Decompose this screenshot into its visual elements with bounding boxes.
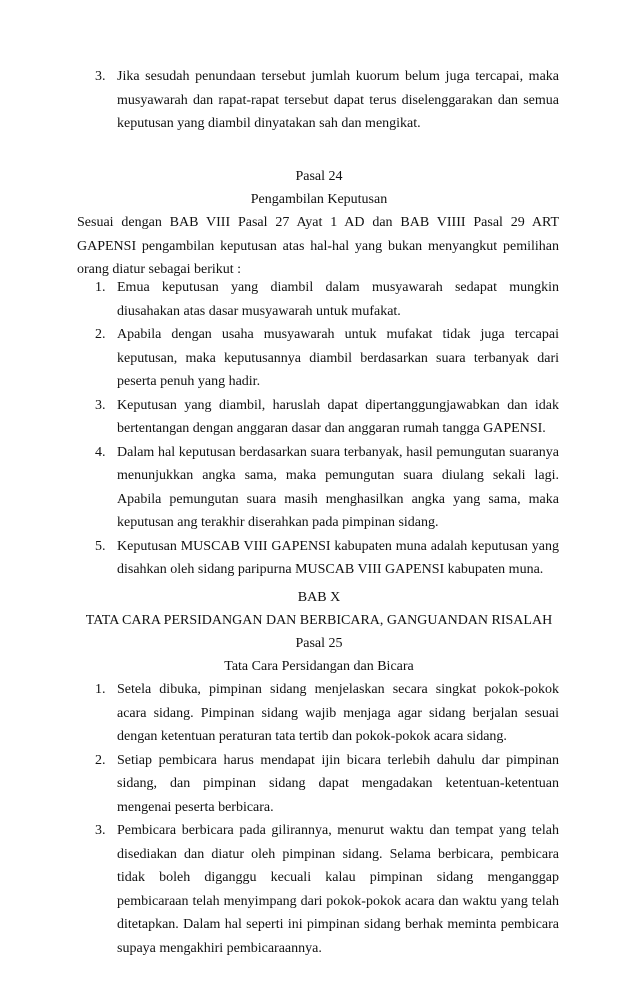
list-item — [0, 535, 638, 582]
list-item-number: 4. — [95, 444, 106, 460]
list-item-number: 5. — [95, 538, 106, 554]
list-item-text: Apabila dengan usaha musyawarah untuk mufakat tidak juga tercapai keputusan, maka keputusannya diambil berdasarkan suara terbanyak dari peserta penuh yang hadir. — [117, 327, 559, 389]
pasal-24-heading: Pasal 24 — [295, 169, 343, 184]
bab-x-heading: BAB X — [297, 590, 341, 605]
list-item-text: Setiap pembicara harus mendapat ijin bicara terlebih dahulu dar pimpinan sidang, dan pimpinan sidang dapat mengadakan ketentuan-ketentuan mengenai peserta berbicara. — [117, 752, 559, 815]
list-item — [0, 678, 638, 749]
pasal-25-heading: Pasal 25 — [295, 636, 343, 651]
continued-list — [0, 65, 638, 136]
pasal-25-subheading: Tata Cara Persidangan dan Bicara — [224, 659, 414, 674]
list-item-number: 3. — [95, 823, 106, 838]
list-item-text: Keputusan MUSCAB VIII GAPENSI kabupaten muna adalah keputusan yang disahkan oleh sidang paripurna MUSCAB VIII GAPENSI kabupaten muna. — [117, 538, 559, 577]
list-item-text: Pembicara berbicara pada gilirannya, menurut waktu dan tempat yang telah disediakan dan diatur oleh pimpinan sidang. Selama berbicara, pembicara tidak boleh diganggu kecuali kalau pimpinan sidang menganggap pembicaraan telah menyimpang dari pokok-pokok acara dan waktu yang telah ditetapkan. Dalam hal seperti ini pimpinan sidang berhak meminta pembicara supaya mengakhiri pembicaraannya. — [117, 823, 559, 956]
list-item-text: Setela dibuka, pimpinan sidang menjelaskan secara singkat pokok-pokok acara sidang. Pimpinan sidang wajib menjaga agar sidang berjalan sesuai dengan ketentuan peraturan tata tertib dan pokok-pokok acara sidang. — [117, 682, 559, 744]
list-item-number: 3. — [95, 69, 106, 84]
list-item — [0, 65, 638, 136]
bab-x-title: TATA CARA PERSIDANGAN DAN BERBICARA, GANGUANDAN RISALAH — [85, 613, 553, 628]
pasal-24-list — [0, 276, 638, 582]
list-item-text: Dalam hal keputusan berdasarkan suara terbanyak, hasil pemungutan suaranya menunjukkan angka sama, maka pemungutan suara diulang sekali lagi. Apabila pemungutan suara masih menghasilkan angka yang sama, maka keputusan ang terakhir diserahkan pada pimpinan sidang. — [117, 444, 559, 530]
pasal-24-subheading: Pengambilan Keputusan — [250, 192, 388, 207]
list-item-number: 3. — [95, 397, 106, 413]
list-item — [0, 276, 638, 323]
list-item — [0, 394, 638, 441]
list-item-number: 2. — [95, 752, 106, 768]
list-item — [0, 749, 638, 820]
list-item-number: 2. — [95, 327, 106, 342]
list-item-text: Keputusan yang diambil, haruslah dapat dipertanggungjawabkan dan idak bertentangan dengan anggaran dasar dan anggaran rumah tangga GAPENSI. — [117, 397, 559, 436]
list-item-text: Jika sesudah penundaan tersebut jumlah kuorum belum juga tercapai, maka musyawarah dan rapat-rapat tersebut dapat terus diselenggarakan dan semua keputusan yang diambil dinyatakan sah dan mengikat. — [117, 69, 559, 131]
list-item-number: 1. — [95, 682, 106, 697]
list-item — [0, 819, 638, 960]
list-item-number: 1. — [95, 280, 106, 295]
list-item — [0, 323, 638, 394]
pasal-24-intro: Sesuai dengan BAB VIII Pasal 27 Ayat 1 AD dan BAB VIIII Pasal 29 ART GAPENSI pengambilan keputusan atas hal-hal yang bukan menyangkut pemilihan orang diatur sebagai berikut : — [77, 215, 559, 277]
list-item-text: Emua keputusan yang diambil dalam musyawarah sedapat mungkin diusahakan atas dasar musyawarah untuk mufakat. — [117, 280, 559, 319]
list-item — [0, 441, 638, 535]
pasal-25-list — [0, 678, 638, 960]
